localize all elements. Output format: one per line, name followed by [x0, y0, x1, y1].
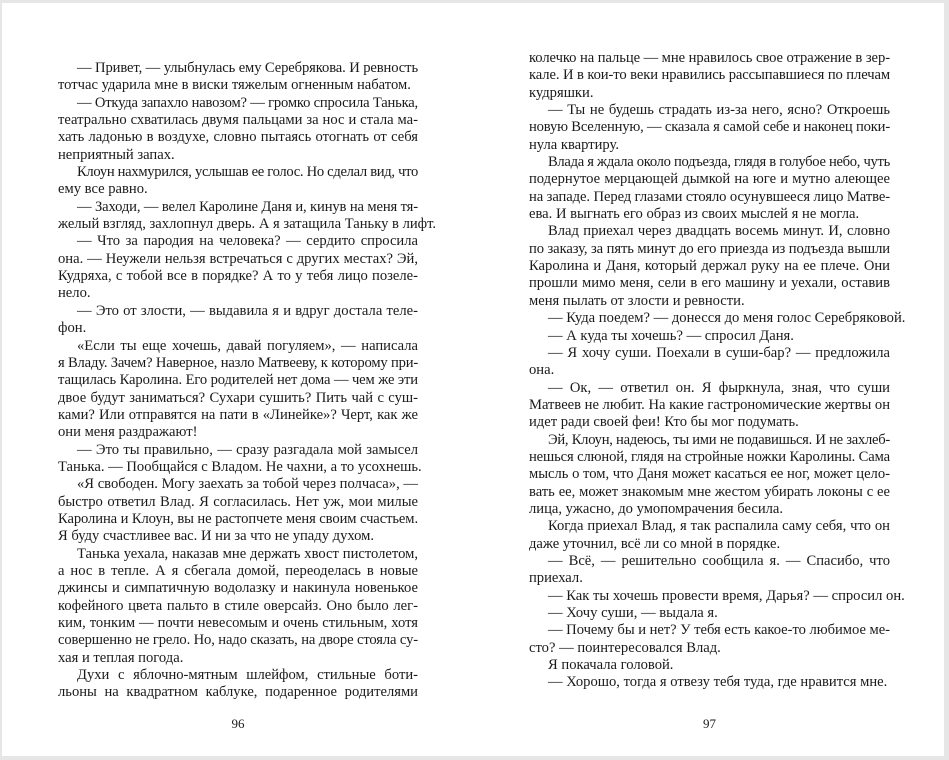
text-line: джинсы и симпатичную водолазку и накинула новенькое: [58, 580, 418, 597]
text-line: они меня раздражают!: [58, 424, 198, 441]
text-line: она. — Неужели нельзя встречаться с других местах? Эй,: [58, 250, 418, 267]
text-line: приехал.: [529, 570, 583, 587]
text-line: на западе. Перед глазами стояло осунувшееся лицо Матве-: [529, 188, 890, 205]
left-page-text: [58, 60, 437, 702]
text-line: хать ладонью в воздухе, словно пытаясь отогнать от себя: [58, 129, 418, 146]
text-line: нешься слюной, глядя на стройные ножки Каролины. Сама: [529, 448, 890, 465]
text-line: быстро ответил Влад. Я согласилась. Нет уж, мои милые: [58, 493, 418, 510]
text-line: Матвеев не любит. На какие гастрономические жертвы он: [529, 396, 890, 413]
text-line: — Это от злости, — выдавила я и вдруг достала теле-: [77, 302, 418, 319]
text-line: нело.: [58, 285, 91, 302]
text-line: — Это ты правильно, — сразу разгадала мой замысел: [77, 441, 418, 458]
text-line: ева. И выгнать его образ из своих мыслей я не могла.: [529, 206, 860, 223]
text-line: совершенно не грело. Но, надо сказать, на дворе стояла су-: [58, 632, 418, 649]
text-line: Кудряха, с тобой все в порядке? А то у тебя лицо позеле-: [58, 268, 418, 285]
text-line: вать ее, может знакомым мне жестом убирать локоны с ее: [529, 483, 890, 500]
text-line: подернутое мерцающей дымкой на юге и мутно алеющее: [529, 171, 890, 188]
text-line: двое будут заниматься? Сухари сушить? Пить чай с суш-: [58, 389, 418, 406]
text-line: лица, ужасно, до умопомрачения бесила.: [529, 500, 784, 517]
text-line: Каролина и Клоун, вы не растопчете меня своим счастьем.: [58, 510, 418, 527]
text-line: Я покачала головой.: [548, 657, 674, 674]
right-page-number: 97: [703, 716, 716, 731]
text-line: тащилась Каролина. Его родителей нет дома — чем же эти: [58, 372, 418, 389]
text-line: Влада я ждала около подъезда, глядя в голубое небо, чуть: [548, 154, 890, 171]
text-line: колечко на пальце — мне нравилось свое отражение в зер-: [529, 50, 890, 66]
text-line: — Куда поедем? — донесся до меня голос Серебряковой.: [548, 310, 906, 327]
text-line: — Я хочу суши. Поехали в суши-бар? — предложила: [548, 344, 890, 361]
text-line: мысль о том, что Даня может касаться ее ног, может цело-: [529, 466, 890, 483]
text-line: — Почему бы и нет? У тебя есть какое-то любимое ме-: [548, 622, 890, 639]
text-line: желый взгляд, захлопнул дверь. А я затащила Таньку в лифт.: [58, 216, 437, 233]
text-line: — Ты не будешь страдать из-за него, ясно? Откроешь: [548, 102, 890, 119]
text-line: идет ради своей феи! Кто бы мог подумать.: [529, 414, 799, 431]
text-line: — Заходи, — велел Каролине Даня и, кинув на меня тя-: [77, 198, 418, 215]
text-line: — Ок, — ответил он. Я фыркнула, зная, что суши: [548, 379, 890, 396]
text-line: льоны на квадратном каблуке, подаренное родителями: [58, 684, 418, 701]
text-line: хая и теплая погода.: [58, 649, 184, 666]
text-line: по заказу, за пять минут до его приезда из подъезда вышли: [529, 240, 890, 257]
text-line: она.: [529, 362, 555, 379]
text-line: Клоун нахмурился, услышав ее голос. Но сделал вид, что: [77, 164, 418, 181]
text-line: Каролина и Даня, который держал руку на ее плече. Они: [529, 258, 890, 275]
text-line: — Откуда запахло навозом? — громко спросила Танька,: [77, 94, 418, 111]
left-page-number: 96: [231, 716, 245, 731]
text-line: Танька уехала, наказав мне держать хвост пистолетом,: [77, 545, 418, 562]
text-line: а нос в тепле. А я сбегала домой, переоделась в новые: [58, 562, 418, 579]
text-line: сто? — поинтересовался Влад.: [529, 639, 721, 656]
text-line: Я буду счастливее вас. И ни за что не упаду духом.: [58, 528, 375, 545]
text-line: Танька. — Пообщайся с Владом. Не чахни, а то усохнешь.: [58, 458, 422, 475]
right-page: [529, 3, 906, 756]
text-line: прошли мимо меня, сели в его машину и уехали, оставив: [529, 275, 890, 292]
text-line: «Я свободен. Могу заехать за тобой через полчаса», —: [77, 476, 418, 493]
text-line: «Если ты еще хочешь, давай погуляем», — написала: [77, 337, 418, 354]
text-line: — Привет, — улыбнулась ему Серебрякова. И ревность: [77, 60, 418, 76]
text-line: — А куда ты хочешь? — спросил Даня.: [548, 327, 794, 344]
text-line: — Хочу суши, — выдала я.: [548, 605, 718, 621]
text-line: театрально схватилась двумя пальцами за нос и стала ма-: [58, 112, 418, 129]
text-line: — Что за пародия на человека? — сердито спросила: [77, 233, 418, 250]
text-line: нула квартиру.: [529, 136, 620, 153]
book-spread: [2, 3, 944, 756]
text-line: я Владу. Зачем? Наверное, назло Матвееву, к которому при-: [58, 354, 418, 371]
text-line: новую Вселенную, — сказала я самой себе и наконец поки-: [529, 119, 890, 136]
text-line: фон.: [58, 320, 87, 337]
text-line: Когда приехал Влад, я так распалила саму себя, что он: [548, 518, 890, 535]
text-line: Духи с яблочно-мятным шлейфом, стильные боти-: [77, 667, 418, 684]
text-line: кофейного цвета пальто в стиле оверсайз. Оно было лег-: [58, 597, 418, 614]
text-line: — Всё, — решительно сообщила я. — Спасибо, что: [548, 552, 890, 569]
text-line: меня пылать от злости и ревности.: [529, 292, 745, 309]
text-line: кудряшки.: [529, 84, 594, 101]
text-line: Влад приехал через двадцать восемь минут. И, словно: [548, 223, 890, 240]
text-line: ким, тонким — почти невесомым и очень стильным, хотя: [58, 615, 418, 631]
text-line: ками? Или отправятся на пати в «Линейке»? Черт, как же: [58, 406, 418, 423]
text-line: Эй, Клоун, надеюсь, ты ими не подавишься. И не захлеб-: [548, 431, 890, 448]
text-line: кале. И в кои-то веки нравились рассыпавшиеся по плечам: [529, 67, 890, 84]
right-page-text: [529, 50, 906, 692]
text-line: тотчас ударила мне в виски тяжелым огненным набатом.: [58, 77, 411, 94]
text-line: — Как ты хочешь провести время, Дарья? — спросил он.: [548, 587, 905, 604]
text-line: — Хорошо, тогда я отвезу тебя туда, где нравится мне.: [548, 674, 888, 691]
left-page: [58, 3, 437, 756]
text-line: неприятный запах.: [58, 146, 175, 163]
text-line: даже уточнил, всё ли со мной в порядке.: [529, 535, 781, 552]
text-line: ему все равно.: [58, 181, 148, 198]
